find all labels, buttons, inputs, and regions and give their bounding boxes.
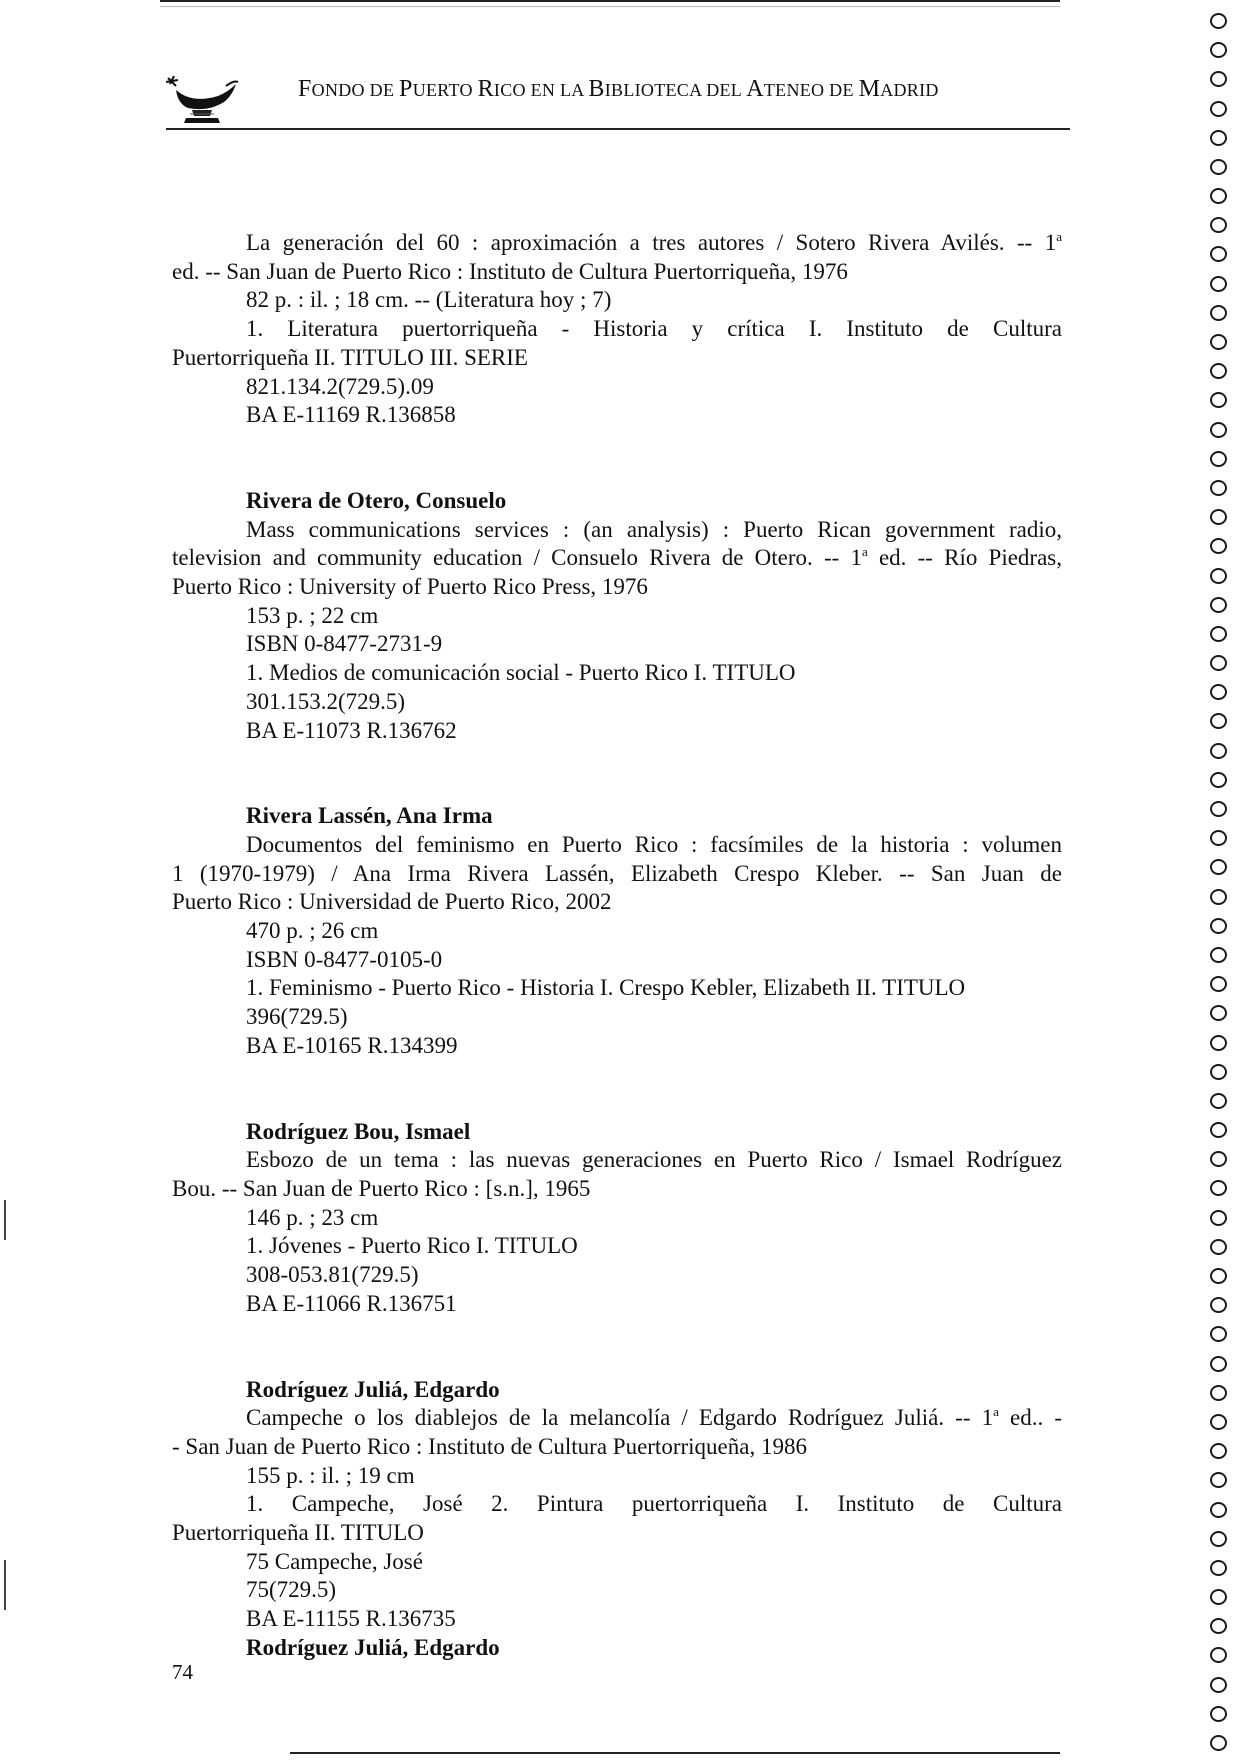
binder-hole-icon bbox=[1210, 1064, 1227, 1080]
entry-line: La generación del 60 : aproximación a tres autores / Sotero Rivera Avilés. -- 1$^a$ bbox=[246, 229, 1062, 255]
catalog-entry bbox=[172, 1634, 1062, 1663]
entry-line: Bou. -- San Juan de Puerto Rico : [s.n.], 1965 bbox=[172, 1175, 591, 1201]
entry-line: 75(729.5) bbox=[246, 1577, 337, 1603]
binder-hole-icon bbox=[1210, 1356, 1227, 1372]
entry-gap bbox=[172, 745, 1062, 802]
binder-hole-icon bbox=[1210, 1414, 1227, 1430]
entry-line: Puerto Rico : Universidad de Puerto Rico, 2002 bbox=[172, 889, 612, 915]
header-smallcaps: ONDO DE bbox=[311, 80, 400, 100]
binder-hole-icon bbox=[1210, 1706, 1227, 1722]
oil-lamp-icon bbox=[162, 70, 242, 124]
scan-left-edge bbox=[4, 1200, 6, 1240]
binder-hole-icon bbox=[1210, 801, 1227, 817]
header-initial: B bbox=[588, 76, 605, 102]
entry-line: 470 p. ; 26 cm bbox=[246, 918, 379, 944]
binder-hole-icon bbox=[1210, 1180, 1227, 1196]
entry-line: - San Juan de Puerto Rico : Instituto de Cultura Puertorriqueña, 1986 bbox=[172, 1433, 807, 1459]
binder-hole-icon bbox=[1210, 1122, 1227, 1138]
header-initial: A bbox=[746, 76, 764, 102]
header-smallcaps: ADRID bbox=[880, 80, 939, 100]
binder-hole-icon bbox=[1210, 626, 1227, 642]
superscript: a bbox=[993, 1404, 999, 1420]
entry-line: Mass communications services : (an analysis) : Puerto Rican government radio, bbox=[246, 516, 1062, 542]
binder-hole-icon bbox=[1210, 1502, 1227, 1518]
entry-line: 1. Jóvenes - Puerto Rico I. TITULO bbox=[246, 1233, 578, 1259]
binder-hole-icon bbox=[1210, 1589, 1227, 1605]
binder-hole-icon bbox=[1210, 655, 1227, 671]
entry-gap bbox=[172, 1061, 1062, 1118]
entry-line: BA E-11073 R.136762 bbox=[246, 717, 457, 743]
binder-hole-icon bbox=[1210, 743, 1227, 759]
bottom-rule bbox=[290, 1752, 1060, 1754]
entry-author-heading: Rodríguez Juliá, Edgardo bbox=[246, 1634, 500, 1660]
catalog-entry bbox=[172, 1118, 1062, 1319]
catalog-entry bbox=[172, 229, 1062, 430]
entry-line: Documentos del feminismo en Puerto Rico : facsímiles de la historia : volumen bbox=[246, 831, 1062, 857]
header-smallcaps: ICO EN LA bbox=[493, 80, 589, 100]
binder-hole-icon bbox=[1210, 71, 1227, 87]
binder-hole-icon bbox=[1210, 246, 1227, 262]
binder-hole-icon bbox=[1210, 889, 1227, 905]
binder-hole-icon bbox=[1210, 772, 1227, 788]
binder-hole-icon bbox=[1210, 684, 1227, 700]
binder-hole-icon bbox=[1210, 42, 1227, 58]
entry-line: 82 p. : il. ; 18 cm. -- (Literatura hoy ; 7) bbox=[246, 287, 612, 313]
catalog-entry bbox=[172, 802, 1062, 1060]
binder-hole-icon bbox=[1210, 1677, 1227, 1693]
entry-line: Puerto Rico : University of Puerto Rico Press, 1976 bbox=[172, 574, 648, 600]
binder-hole-icon bbox=[1210, 947, 1227, 963]
superscript: a bbox=[1056, 229, 1062, 244]
binder-hole-icon bbox=[1210, 363, 1227, 379]
binder-hole-icon bbox=[1210, 1005, 1227, 1021]
entry-line: 308-053.81(729.5) bbox=[246, 1262, 419, 1288]
entry-line: ISBN 0-8477-0105-0 bbox=[246, 946, 443, 972]
binder-hole-icon bbox=[1210, 1151, 1227, 1167]
entry-line: 153 p. ; 22 cm bbox=[246, 602, 379, 628]
binder-hole-icon bbox=[1210, 159, 1227, 175]
entry-line: ISBN 0-8477-2731-9 bbox=[246, 631, 443, 657]
binder-hole-icon bbox=[1210, 188, 1227, 204]
binder-hole-icon bbox=[1210, 334, 1227, 350]
entry-author-heading: Rivera Lassén, Ana Irma bbox=[246, 803, 493, 829]
header-smallcaps: TENEO DE bbox=[763, 80, 859, 100]
binder-hole-icon bbox=[1210, 1093, 1227, 1109]
binder-hole-icon bbox=[1210, 1472, 1227, 1488]
binder-hole-icon bbox=[1210, 1268, 1227, 1284]
entry-line: 75 Campeche, José bbox=[246, 1548, 423, 1574]
binder-hole-icon bbox=[1210, 276, 1227, 292]
binder-holes bbox=[1208, 13, 1234, 1753]
header-rule bbox=[166, 128, 1070, 130]
header-smallcaps: UERTO bbox=[412, 80, 478, 100]
entry-gap bbox=[172, 430, 1062, 487]
running-header-title bbox=[298, 76, 939, 103]
page-number: 74 bbox=[172, 1660, 193, 1684]
entry-line: 1. Literatura puertorriqueña - Historia y crítica I. Instituto de Cultura bbox=[246, 316, 1062, 342]
binder-hole-icon bbox=[1210, 1210, 1227, 1226]
binder-hole-icon bbox=[1210, 1735, 1227, 1751]
binder-hole-icon bbox=[1210, 480, 1227, 496]
binder-hole-icon bbox=[1210, 713, 1227, 729]
binder-hole-icon bbox=[1210, 217, 1227, 233]
entry-line: television and community education / Consuelo Rivera de Otero. -- 1$^a$ ed. -- Río Piedras, bbox=[172, 544, 1063, 571]
entry-line: 146 p. ; 23 cm bbox=[246, 1204, 379, 1230]
binder-hole-icon bbox=[1210, 1647, 1227, 1663]
scan-top-edge-faint bbox=[160, 6, 1060, 7]
binder-hole-icon bbox=[1210, 568, 1227, 584]
binder-hole-icon bbox=[1210, 1531, 1227, 1547]
binder-hole-icon bbox=[1210, 1560, 1227, 1576]
binder-hole-icon bbox=[1210, 451, 1227, 467]
entry-line: BA E-11066 R.136751 bbox=[246, 1290, 457, 1316]
binder-hole-icon bbox=[1210, 538, 1227, 554]
binder-hole-icon bbox=[1210, 830, 1227, 846]
entry-line: 1. Feminismo - Puerto Rico - Historia I. Crespo Kebler, Elizabeth II. TITULO bbox=[246, 975, 966, 1001]
entry-line: Puertorriqueña II. TITULO III. SERIE bbox=[172, 344, 528, 370]
binder-hole-icon bbox=[1210, 1035, 1227, 1051]
binder-hole-icon bbox=[1210, 422, 1227, 438]
catalog-entry bbox=[172, 487, 1062, 745]
binder-hole-icon bbox=[1210, 509, 1227, 525]
binder-hole-icon bbox=[1210, 976, 1227, 992]
catalog-entries bbox=[172, 229, 1062, 1663]
binder-hole-icon bbox=[1210, 1618, 1227, 1634]
entry-line: 301.153.2(729.5) bbox=[246, 688, 406, 714]
binder-hole-icon bbox=[1210, 918, 1227, 934]
entry-author-heading: Rodríguez Bou, Ismael bbox=[246, 1118, 471, 1144]
entry-gap bbox=[172, 1319, 1062, 1376]
binder-hole-icon bbox=[1210, 859, 1227, 875]
entry-line: 1 (1970-1979) / Ana Irma Rivera Lassén, Elizabeth Crespo Kleber. -- San Juan de bbox=[172, 860, 1062, 886]
scan-top-edge bbox=[160, 0, 1060, 2]
binder-hole-icon bbox=[1210, 1239, 1227, 1255]
entry-line: Puertorriqueña II. TITULO bbox=[172, 1520, 424, 1546]
entry-line: 1. Medios de comunicación social - Puerto Rico I. TITULO bbox=[246, 660, 796, 686]
entry-line: BA E-11155 R.136735 bbox=[246, 1606, 456, 1632]
binder-hole-icon bbox=[1210, 101, 1227, 117]
binder-hole-icon bbox=[1210, 1385, 1227, 1401]
binder-hole-icon bbox=[1210, 13, 1227, 29]
header-initial: M bbox=[858, 76, 881, 102]
binder-hole-icon bbox=[1210, 305, 1227, 321]
superscript: a bbox=[861, 544, 868, 560]
binder-hole-icon bbox=[1210, 1297, 1227, 1313]
entry-line: BA E-11169 R.136858 bbox=[246, 402, 456, 428]
entry-line: BA E-10165 R.134399 bbox=[246, 1032, 458, 1058]
entry-line: 155 p. : il. ; 19 cm bbox=[246, 1462, 415, 1488]
binder-hole-icon bbox=[1210, 1326, 1227, 1342]
catalog-entry bbox=[172, 1376, 1062, 1634]
scan-left-edge bbox=[4, 1560, 6, 1610]
entry-author-heading: Rivera de Otero, Consuelo bbox=[246, 487, 507, 513]
entry-line: 1. Campeche, José 2. Pintura puertorriqueña I. Instituto de Cultura bbox=[246, 1491, 1062, 1517]
entry-line: Campeche o los diablejos de la melancolía / Edgardo Rodríguez Juliá. -- 1$^a$ ed.. - bbox=[246, 1404, 1062, 1431]
entry-author-heading: Rodríguez Juliá, Edgardo bbox=[246, 1376, 500, 1402]
entry-line: 821.134.2(729.5).09 bbox=[246, 373, 434, 399]
header-smallcaps: IBLIOTECA DEL bbox=[604, 80, 747, 100]
binder-hole-icon bbox=[1210, 597, 1227, 613]
header-initial: F bbox=[298, 76, 312, 102]
entry-line: Esbozo de un tema : las nuevas generaciones en Puerto Rico / Ismael Rodríguez bbox=[246, 1147, 1062, 1173]
header-initial: P bbox=[399, 76, 413, 102]
entry-line: ed. -- San Juan de Puerto Rico : Instituto de Cultura Puertorriqueña, 1976 bbox=[172, 258, 848, 284]
entry-line: 396(729.5) bbox=[246, 1004, 348, 1030]
binder-hole-icon bbox=[1210, 1443, 1227, 1459]
binder-hole-icon bbox=[1210, 392, 1227, 408]
binder-hole-icon bbox=[1210, 130, 1227, 146]
header-initial: R bbox=[477, 76, 494, 102]
